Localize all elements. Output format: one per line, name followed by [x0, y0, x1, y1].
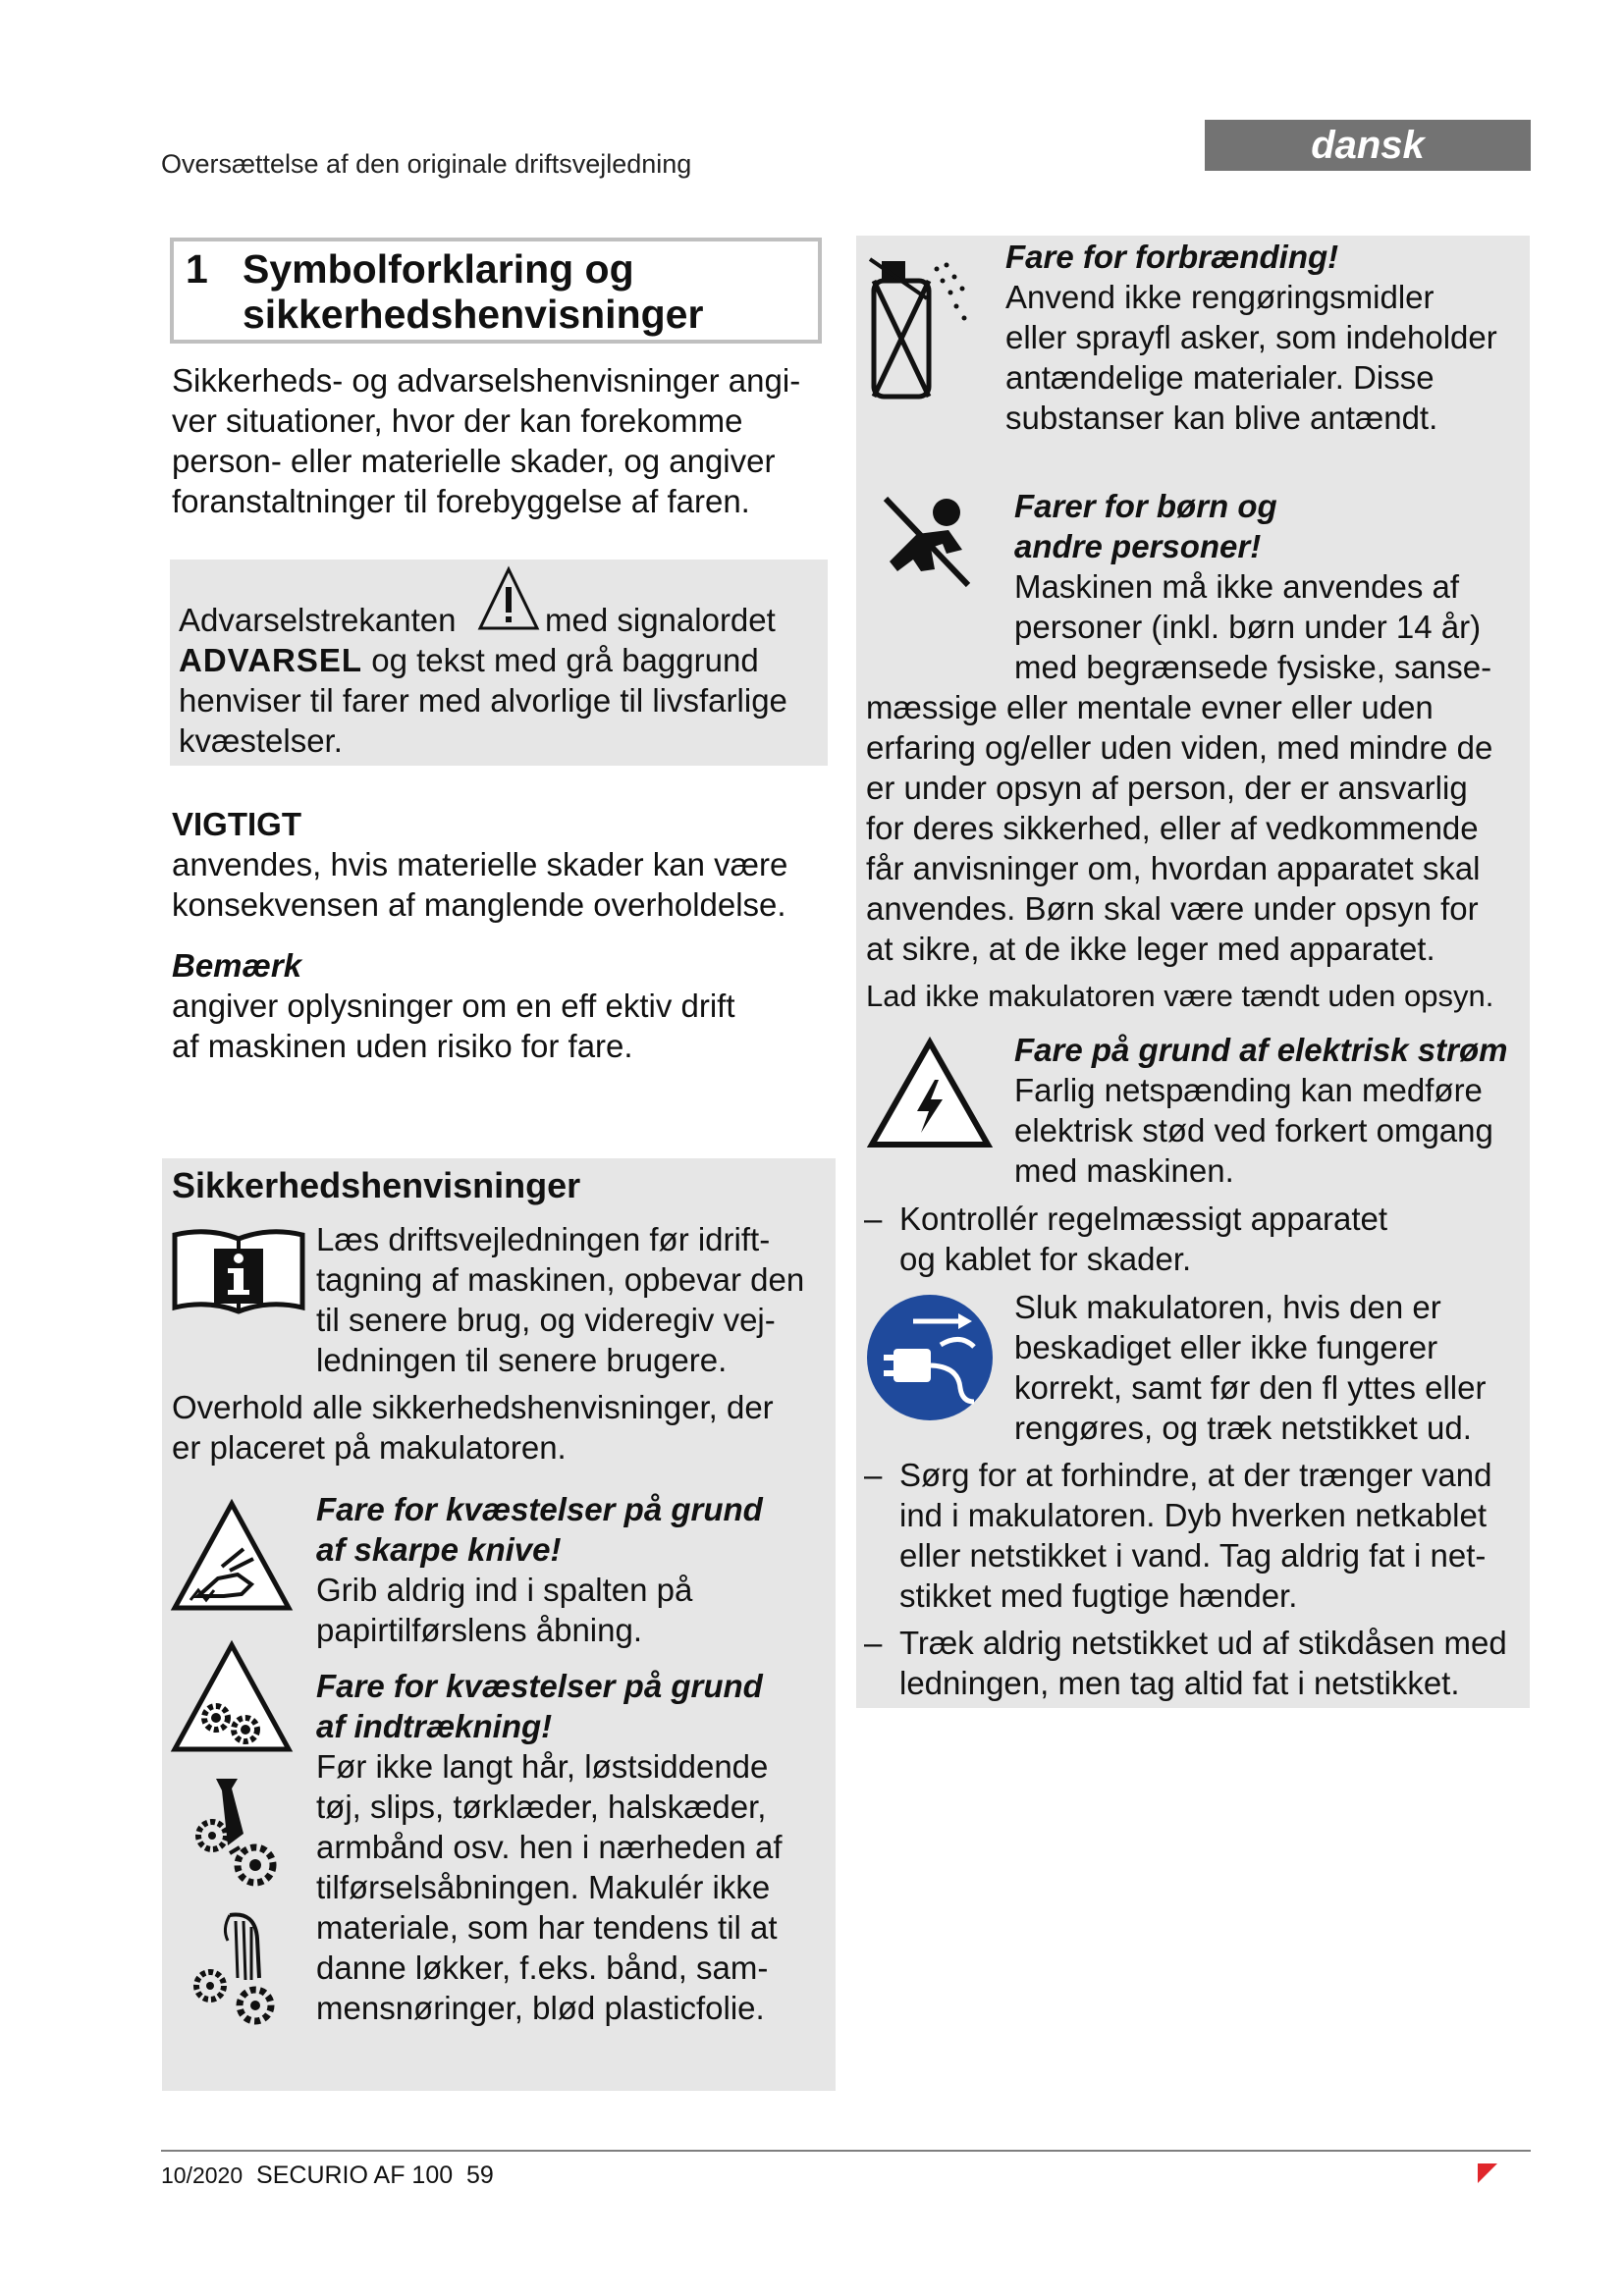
- children-title-line: Farer for børn og: [1014, 488, 1277, 524]
- section-number: 1: [186, 246, 208, 292]
- water-bullet-line: ind i makulatoren. Dyb hverken netkablet: [899, 1497, 1487, 1533]
- plug-bullet-line: ledningen, men tag altid fat i netstikket.: [899, 1665, 1460, 1701]
- page-corner-icon: [1478, 2163, 1497, 2183]
- intake-title-line: af indtrækning!: [316, 1708, 553, 1744]
- intake-line: armbånd osv. hen i nærheden af: [316, 1829, 783, 1865]
- read-manual-icon: [169, 1225, 308, 1319]
- observe-line: Overhold alle sikkerhedshenvisninger, der: [172, 1389, 774, 1425]
- water-bullet-line: Sørg for at forhindre, at der trænger vand: [899, 1457, 1492, 1493]
- electric-bullet-line: og kablet for skader.: [899, 1241, 1192, 1277]
- burn-line: substanser kan blive antændt.: [1005, 400, 1438, 436]
- knives-line: papirtilførslens åbning.: [316, 1612, 642, 1648]
- intake-line: Før ikke langt hår, løstsiddende: [316, 1748, 769, 1785]
- electric-hazard-icon: [866, 1037, 994, 1150]
- knives-line: Grib aldrig ind i spalten på: [316, 1572, 693, 1608]
- bullet-dash: –: [864, 1457, 883, 1493]
- warning-box-line-rest: og tekst med grå baggrund: [362, 642, 759, 678]
- children-line: med begrænsede fysiske, sanse-: [1014, 649, 1492, 685]
- warning-box-line: med signalordet: [545, 602, 776, 638]
- unplug-line: beskadiget eller ikke fungerer: [1014, 1329, 1438, 1365]
- sharp-knives-warning-icon: [169, 1498, 295, 1614]
- children-line: at sikre, at de ikke leger med apparatet.: [866, 931, 1435, 967]
- unattended-line: Lad ikke makulatoren være tændt uden opsyn.: [866, 979, 1494, 1013]
- knives-title-line: af skarpe knive!: [316, 1531, 562, 1568]
- burn-line: Anvend ikke rengøringsmidler: [1005, 279, 1435, 315]
- burn-line: eller sprayfl asker, som indeholder: [1005, 319, 1497, 355]
- safety-heading: Sikkerhedshenvisninger: [172, 1165, 581, 1205]
- section-heading-box: [170, 238, 822, 344]
- intake-gears-warning-icon: [169, 1639, 295, 1755]
- intake-line: materiale, som har tendens til at: [316, 1909, 778, 1946]
- intake-line: mensnøringer, blød plasticfolie.: [316, 1990, 765, 2026]
- intro-line: foranstaltninger til forebyggelse af faren.: [172, 483, 750, 519]
- children-line: erfaring og/eller uden viden, med mindre de: [866, 729, 1493, 766]
- plug-bullet-line: Træk aldrig netstikket ud af stikdåsen med: [899, 1625, 1507, 1661]
- warning-box-line: henviser til farer med alvorlige til livsfarlige: [179, 682, 787, 719]
- intake-line: danne løkker, f.eks. bånd, sam-: [316, 1949, 769, 1986]
- electric-line: Farlig netspænding kan medføre: [1014, 1072, 1483, 1108]
- intro-line: person- eller materielle skader, og angiver: [172, 443, 776, 479]
- unplug-line: rengøres, og træk netstikket ud.: [1014, 1410, 1472, 1446]
- children-line: anvendes. Børn skal være under opsyn for: [866, 890, 1479, 927]
- unplug-line: korrekt, samt før den fl yttes eller: [1014, 1369, 1487, 1406]
- footer-product: SECURIO AF 100: [256, 2162, 454, 2189]
- warning-box-line: kvæstelser.: [179, 722, 343, 759]
- manual-line: ledningen til senere brugere.: [316, 1342, 728, 1378]
- intro-line: Sikkerheds- og advarselshenvisninger angi-: [172, 362, 801, 399]
- burn-title: Fare for forbrænding!: [1005, 239, 1339, 275]
- unplug-mandatory-icon: [864, 1292, 996, 1423]
- tie-gears-icon: [187, 1775, 285, 1893]
- manual-line: tagning af maskinen, opbevar den: [316, 1261, 805, 1298]
- footer-page-number: 59: [466, 2162, 494, 2189]
- section-title-line-2: sikkerhedshenvisninger: [243, 292, 704, 337]
- document-subtitle: Oversættelse af den originale driftsvejledning: [161, 149, 692, 179]
- hair-gears-icon: [187, 1909, 285, 2027]
- intake-title-line: Fare for kvæstelser på grund: [316, 1668, 763, 1704]
- language-tab: dansk: [1205, 120, 1531, 171]
- bullet-dash: –: [864, 1201, 883, 1237]
- electric-bullet-line: Kontrollér regelmæssigt apparatet: [899, 1201, 1388, 1237]
- water-bullet-line: stikket med fugtige hænder.: [899, 1577, 1298, 1614]
- electric-line: elektrisk stød ved forkert omgang: [1014, 1112, 1493, 1148]
- electric-line: med maskinen.: [1014, 1152, 1234, 1189]
- important-line: anvendes, hvis materielle skader kan være: [172, 846, 788, 882]
- intake-line: tilførselsåbningen. Makulér ikke: [316, 1869, 771, 1905]
- children-line: Maskinen må ikke anvendes af: [1014, 568, 1460, 605]
- intro-line: ver situationer, hvor der kan forekomme: [172, 402, 743, 439]
- important-heading: VIGTIGT: [172, 806, 301, 842]
- no-children-icon: [878, 491, 976, 593]
- intake-line: tøj, slips, tørklæder, halskæder,: [316, 1789, 767, 1825]
- footer-info: [161, 2158, 494, 2193]
- unplug-line: Sluk makulatoren, hvis den er: [1014, 1289, 1441, 1325]
- children-line: er under opsyn af person, der er ansvarlig: [866, 770, 1468, 806]
- manual-line: til senere brug, og videregiv vej-: [316, 1302, 776, 1338]
- electric-title: Fare på grund af elektrisk strøm: [1014, 1032, 1508, 1068]
- children-line: får anvisninger om, hvordan apparatet skal: [866, 850, 1481, 886]
- note-line: angiver oplysninger om en eff ektiv drift: [172, 988, 735, 1024]
- no-spray-can-icon: [868, 251, 970, 408]
- warning-box-line: Advarselstrekanten: [179, 602, 457, 638]
- footer-date: 10/2020: [161, 2163, 244, 2188]
- section-title-line-1: Symbolforklaring og: [243, 246, 634, 292]
- important-line: konsekvensen af manglende overholdelse.: [172, 886, 786, 923]
- warning-box-line: [179, 641, 759, 680]
- burn-line: antændelige materialer. Disse: [1005, 359, 1435, 396]
- signal-word: ADVARSEL: [179, 642, 363, 678]
- knives-title-line: Fare for kvæstelser på grund: [316, 1491, 763, 1527]
- footer-divider: [161, 2150, 1531, 2152]
- note-heading: Bemærk: [172, 947, 302, 984]
- children-line: personer (inkl. børn under 14 år): [1014, 609, 1482, 645]
- water-bullet-line: eller netstikket i vand. Tag aldrig fat i net-: [899, 1537, 1487, 1574]
- children-line: mæssige eller mentale evner eller uden: [866, 689, 1434, 725]
- manual-line: Læs driftsvejledningen før idrift-: [316, 1221, 771, 1257]
- children-line: for deres sikkerhed, eller af vedkommende: [866, 810, 1479, 846]
- observe-line: er placeret på makulatoren.: [172, 1429, 567, 1466]
- children-title-line: andre personer!: [1014, 528, 1262, 564]
- note-line: af maskinen uden risiko for fare.: [172, 1028, 633, 1064]
- warning-triangle-icon: [476, 565, 541, 634]
- bullet-dash: –: [864, 1625, 883, 1661]
